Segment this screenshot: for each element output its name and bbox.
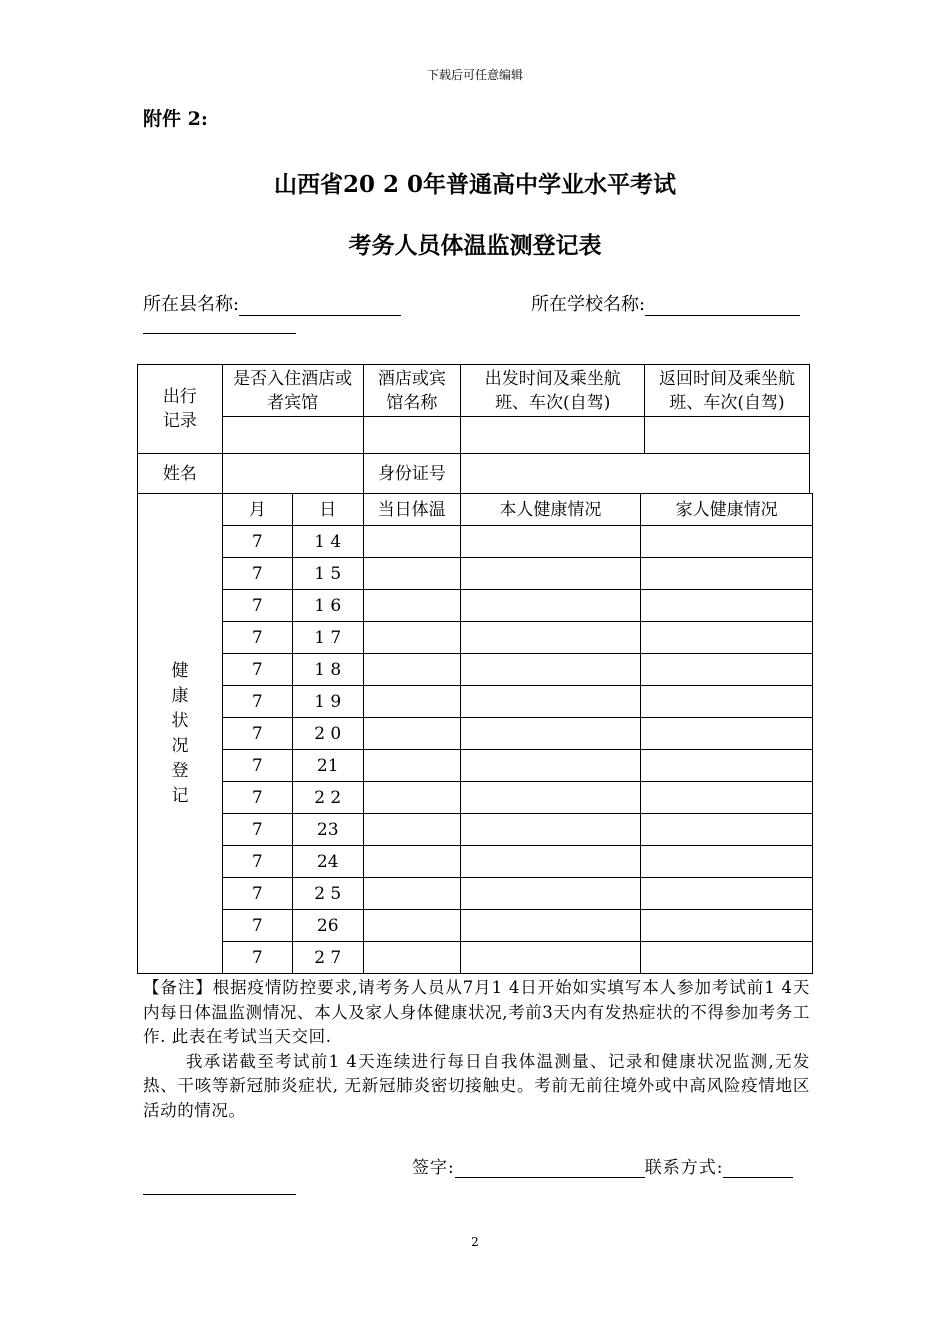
health-label-char: 况 — [171, 735, 189, 756]
table-row — [138, 558, 813, 590]
self-health-header: 本人健康情况 — [460, 494, 641, 526]
signature-field — [412, 1153, 793, 1178]
month-cell: 7 — [222, 654, 292, 686]
self-health-cell[interactable] — [460, 846, 641, 878]
page-subtitle: 考务人员体温监测登记表 — [348, 232, 602, 259]
table-row — [138, 622, 813, 654]
family-health-cell[interactable] — [641, 846, 813, 878]
self-health-cell[interactable] — [460, 942, 641, 974]
table-row — [138, 782, 813, 814]
contact-input-line[interactable] — [723, 1159, 793, 1178]
contact-label: 联系方式: — [644, 1158, 724, 1178]
health-record-table — [137, 493, 813, 974]
signature-input-line[interactable] — [455, 1159, 645, 1178]
month-cell: 7 — [222, 718, 292, 750]
self-health-cell[interactable] — [460, 782, 641, 814]
temperature-cell[interactable] — [363, 846, 460, 878]
self-health-cell[interactable] — [460, 654, 641, 686]
temperature-cell[interactable] — [363, 686, 460, 718]
table-row — [138, 590, 813, 622]
month-cell: 7 — [222, 814, 292, 846]
month-cell: 7 — [222, 526, 292, 558]
header-note: 下载后可任意编辑 — [426, 68, 523, 82]
family-health-cell[interactable] — [641, 910, 813, 942]
self-health-cell[interactable] — [460, 750, 641, 782]
county-label: 所在县名称: — [143, 294, 240, 315]
attachment-label: 附件 2: — [143, 108, 208, 130]
day-cell: 1 6 — [292, 590, 363, 622]
day-cell: 26 — [292, 910, 363, 942]
family-health-cell[interactable] — [641, 750, 813, 782]
family-health-cell[interactable] — [641, 686, 813, 718]
health-label-char: 康 — [171, 685, 189, 706]
family-health-cell[interactable] — [641, 814, 813, 846]
month-cell: 7 — [222, 942, 292, 974]
self-health-cell[interactable] — [460, 718, 641, 750]
departure-cell[interactable] — [461, 417, 645, 454]
month-cell: 7 — [222, 622, 292, 654]
table-row — [138, 750, 813, 782]
county-field — [143, 290, 401, 316]
month-header: 月 — [222, 494, 292, 526]
remark-text: 【备注】根据疫情防控要求,请考务人员从7月1 4日开始如实填写本人参加考试前1 4天内每日体温监测情况、本人及家人身体健康状况,考前3天内有发热症状的不得参加考务工作. 此表在考试当天交回. — [143, 978, 810, 1046]
hotel-stay-cell[interactable] — [222, 417, 363, 454]
table-row — [138, 686, 813, 718]
return-cell[interactable] — [645, 417, 810, 454]
health-label-char: 健 — [171, 660, 189, 681]
day-cell: 1 9 — [292, 686, 363, 718]
temperature-cell[interactable] — [363, 590, 460, 622]
day-cell: 2 0 — [292, 718, 363, 750]
name-label: 姓名 — [138, 454, 223, 494]
temperature-cell[interactable] — [363, 782, 460, 814]
table-row — [138, 718, 813, 750]
health-label-char: 状 — [171, 710, 189, 731]
health-row-label — [138, 494, 223, 974]
temperature-cell[interactable] — [363, 942, 460, 974]
county-input-line[interactable] — [239, 297, 401, 316]
pledge-text: 我承诺截至考试前1 4天连续进行每日自我体温测量、记录和健康状况监测,无发热、干咳等新冠肺炎症状, 无新冠肺炎密切接触史。考前无前往境外或中高风险疫情地区活动的情况。 — [143, 1051, 810, 1120]
contact-input-line-continued — [143, 1194, 296, 1195]
family-health-cell[interactable] — [641, 782, 813, 814]
day-cell: 2 7 — [292, 942, 363, 974]
day-cell: 21 — [292, 750, 363, 782]
day-header: 日 — [292, 494, 363, 526]
self-health-cell[interactable] — [460, 590, 641, 622]
travel-row-label: 出行记录 — [138, 365, 223, 454]
family-health-cell[interactable] — [641, 718, 813, 750]
self-health-cell[interactable] — [460, 526, 641, 558]
signature-label: 签字: — [412, 1158, 455, 1178]
month-cell: 7 — [222, 750, 292, 782]
month-cell: 7 — [222, 910, 292, 942]
day-cell: 1 5 — [292, 558, 363, 590]
temperature-cell[interactable] — [363, 526, 460, 558]
month-cell: 7 — [222, 686, 292, 718]
self-health-cell[interactable] — [460, 878, 641, 910]
month-cell: 7 — [222, 846, 292, 878]
temperature-cell[interactable] — [363, 622, 460, 654]
day-cell: 1 4 — [292, 526, 363, 558]
notes-section — [143, 976, 810, 1123]
hotel-stay-header: 是否入住酒店或者宾馆 — [222, 365, 363, 417]
temperature-cell[interactable] — [363, 718, 460, 750]
school-field — [531, 290, 800, 316]
temperature-cell[interactable] — [363, 558, 460, 590]
temperature-cell[interactable] — [363, 654, 460, 686]
self-health-cell[interactable] — [460, 814, 641, 846]
self-health-cell[interactable] — [460, 622, 641, 654]
school-input-line[interactable] — [645, 297, 800, 316]
table-row — [138, 878, 813, 910]
month-cell: 7 — [222, 558, 292, 590]
table-row — [138, 654, 813, 686]
health-label-char: 登 — [171, 760, 189, 781]
name-cell[interactable] — [222, 454, 363, 494]
day-cell: 2 2 — [292, 782, 363, 814]
temperature-cell[interactable] — [363, 814, 460, 846]
table-row — [138, 814, 813, 846]
month-cell: 7 — [222, 782, 292, 814]
table-row — [138, 942, 813, 974]
hotel-name-cell[interactable] — [363, 417, 461, 454]
temperature-header: 当日体温 — [363, 494, 460, 526]
family-health-cell[interactable] — [641, 622, 813, 654]
day-cell: 1 8 — [292, 654, 363, 686]
page-title: 山西省20 2 0年普通高中学业水平考试 — [273, 171, 677, 198]
family-health-cell[interactable] — [641, 654, 813, 686]
temperature-cell[interactable] — [363, 910, 460, 942]
family-health-cell[interactable] — [641, 590, 813, 622]
table-row — [138, 846, 813, 878]
self-health-cell[interactable] — [460, 910, 641, 942]
temperature-cell[interactable] — [363, 750, 460, 782]
self-health-cell[interactable] — [460, 686, 641, 718]
return-header: 返回时间及乘坐航班、车次(自驾) — [645, 365, 810, 417]
family-health-cell[interactable] — [641, 942, 813, 974]
family-health-cell[interactable] — [641, 878, 813, 910]
family-health-header: 家人健康情况 — [641, 494, 813, 526]
day-cell: 2 5 — [292, 878, 363, 910]
id-cell[interactable] — [461, 454, 810, 494]
day-cell: 23 — [292, 814, 363, 846]
day-cell: 1 7 — [292, 622, 363, 654]
month-cell: 7 — [222, 878, 292, 910]
family-health-cell[interactable] — [641, 526, 813, 558]
departure-header: 出发时间及乘坐航班、车次(自驾) — [461, 365, 645, 417]
id-label: 身份证号 — [363, 454, 461, 494]
temperature-cell[interactable] — [363, 878, 460, 910]
table-row — [138, 910, 813, 942]
health-label-char: 记 — [171, 785, 189, 806]
day-cell: 24 — [292, 846, 363, 878]
family-health-cell[interactable] — [641, 558, 813, 590]
school-input-line-continued — [143, 333, 296, 334]
page-number: 2 — [471, 1235, 479, 1249]
table-row — [138, 526, 813, 558]
hotel-name-header: 酒店或宾馆名称 — [363, 365, 461, 417]
self-health-cell[interactable] — [460, 558, 641, 590]
travel-record-table — [137, 364, 810, 494]
month-cell: 7 — [222, 590, 292, 622]
school-label: 所在学校名称: — [531, 294, 646, 315]
